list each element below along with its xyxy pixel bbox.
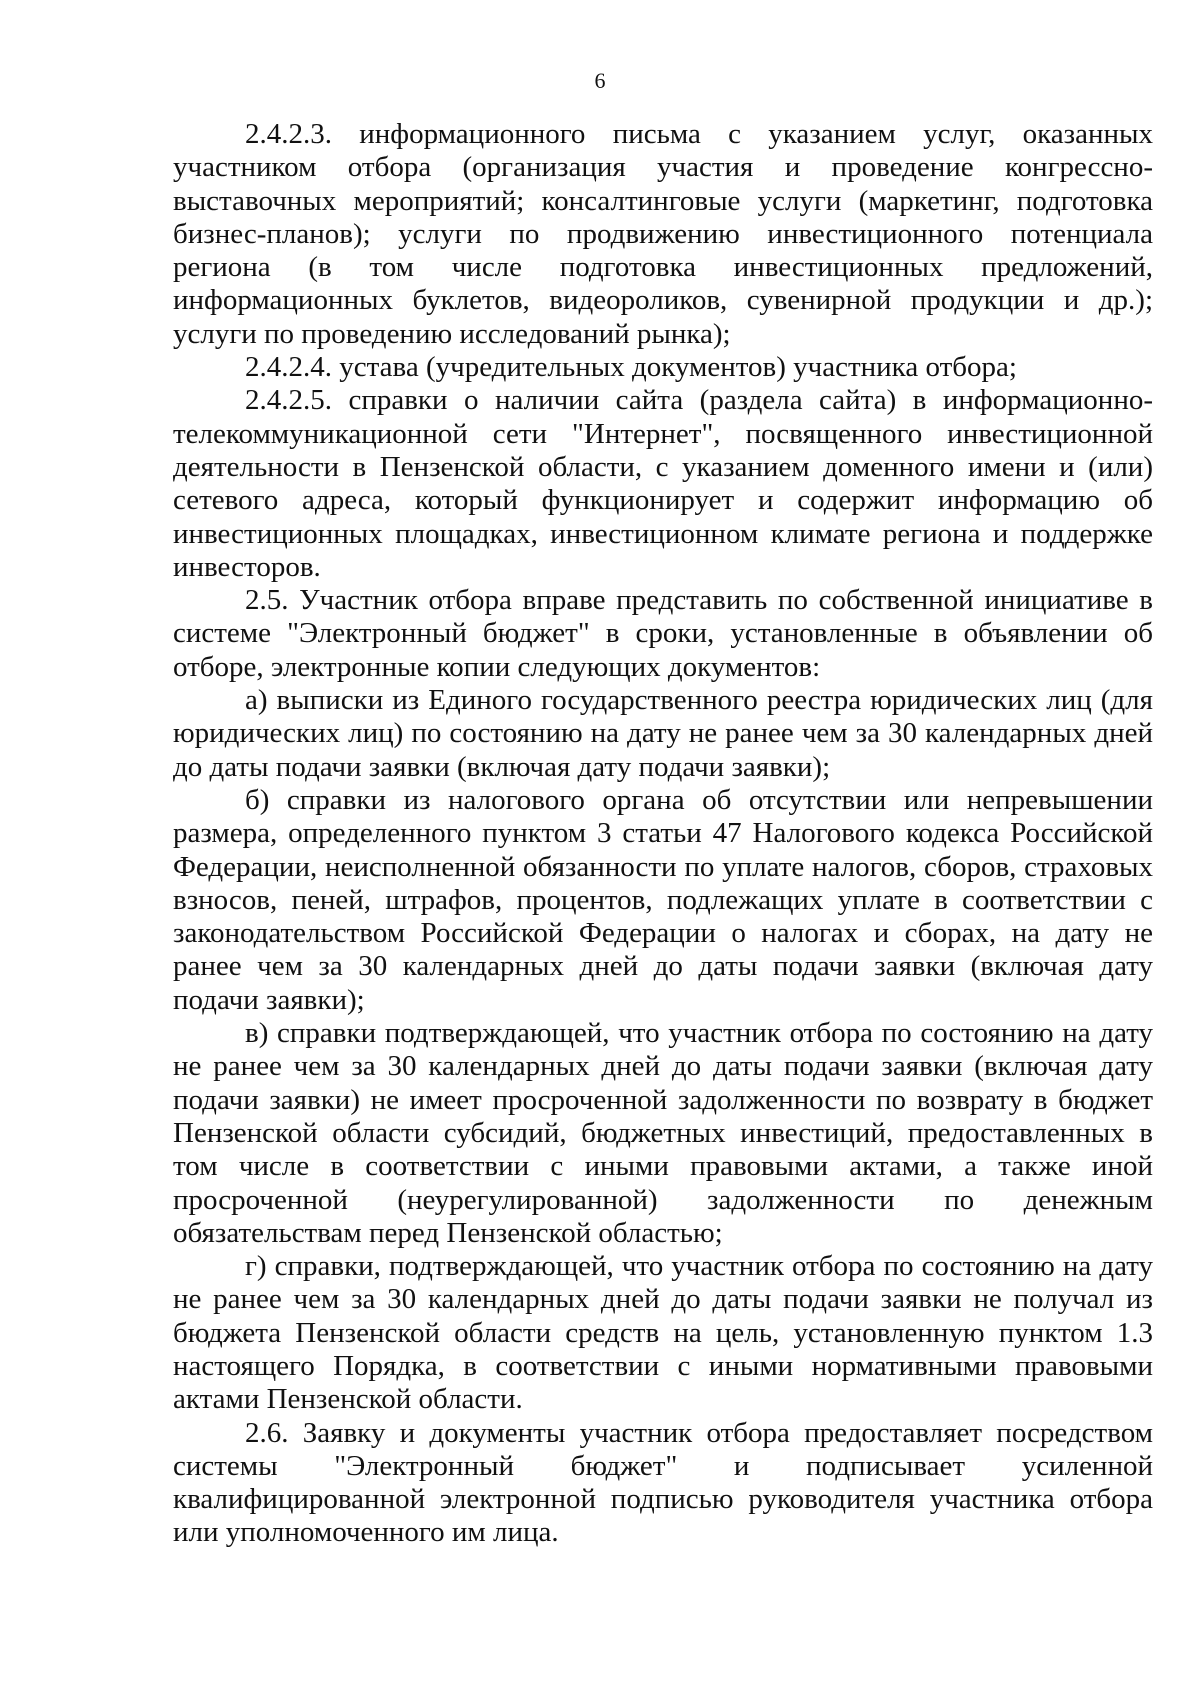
- list-item-a: а) выписки из Единого государственного реестра юридических лиц (для юридических лиц) по состоянию на дату не ранее чем за 30 календарных дней до даты подачи заявки (включая дату подачи заявки);: [173, 684, 1153, 783]
- document-body: [173, 118, 1153, 1550]
- list-item-b: б) справки из налогового органа об отсутствии или непревышении размера, определенного пунктом 3 статьи 47 Налогового кодекса Российской Федерации, неисполненной обязанности по уплате налогов, сборов, страховых взносов, пеней, штрафов, процентов, подлежащих уплате в соответствии с законодательством Российской Федерации о налогах и сборах, на дату не ранее чем за 30 календарных дней до даты подачи заявки (включая дату подачи заявки);: [173, 783, 1153, 1016]
- list-item-v: в) справки подтверждающей, что участник отбора по состоянию на дату не ранее чем за 30 календарных дней до даты подачи заявки (включая дату подачи заявки) не имеет просроченной задолженности по возврату в бюджет Пензенской области субсидий, бюджетных инвестиций, предоставленных в том числе в соответствии с иными правовыми актами, а также иной просроченной (неурегулированной) задолженности по денежным обязательствам перед Пензенской областью;: [173, 1017, 1153, 1249]
- list-item-g: г) справки, подтверждающей, что участник отбора по состоянию на дату не ранее чем за 30 календарных дней до даты подачи заявки не получал из бюджета Пензенской области средств на цель, установленную пунктом 1.3 настоящего Порядка, в соответствии с иными нормативными правовыми актами Пензенской области.: [173, 1250, 1153, 1416]
- paragraph-2-4-2-4: 2.4.2.4. устава (учредительных документов) участника отбора;: [245, 351, 1017, 384]
- paragraph-2-4-2-3: 2.4.2.3. информационного письма с указанием услуг, оказанных участником отбора (организация участия и проведение конгрессно-выставочных мероприятий; консалтинговые услуги (маркетинг, подготовка бизнес-планов); услуги по продвижению инвестиционного потенциала региона (в том числе подготовка инвестиционных предложений, информационных буклетов, видеороликов, сувенирной продукции и др.); услуги по проведению исследований рынка);: [173, 118, 1153, 350]
- paragraph-2-6: 2.6. Заявку и документы участник отбора предоставляет посредством системы "Электронный бюджет" и подписывает усиленной квалифицированной электронной подписью руководителя участника отбора или уполномоченного им лица.: [173, 1416, 1153, 1549]
- paragraph-2-4-2-5: 2.4.2.5. справки о наличии сайта (раздела сайта) в информационно-телекоммуникационной сети "Интернет", посвященного инвестиционной деятельности в Пензенской области, с указанием доменного имени и (или) сетевого адреса, который функционирует и содержит информацию об инвестиционных площадках, инвестиционном климате региона и поддержке инвесторов.: [173, 384, 1153, 583]
- paragraph-2-5: 2.5. Участник отбора вправе представить по собственной инициативе в системе "Электронный бюджет" в сроки, установленные в объявлении об отборе, электронные копии следующих документов:: [173, 584, 1153, 683]
- page-number: 6: [594, 68, 606, 93]
